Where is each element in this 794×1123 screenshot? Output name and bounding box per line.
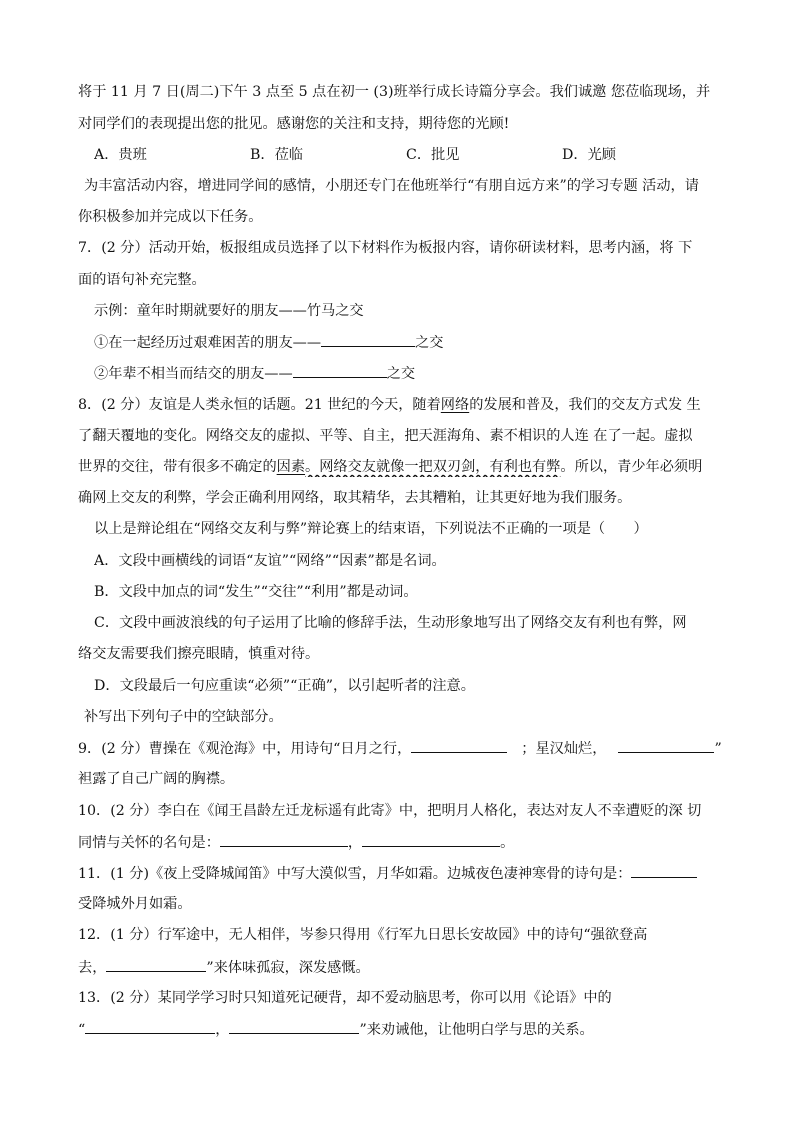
item-suffix: 之交 [415, 335, 444, 351]
question-9 [78, 738, 732, 758]
text-span: 世界的交往，带有很多不确定的 [78, 459, 277, 475]
section-instruction: 补写出下列句子中的空缺部分。 [84, 709, 283, 725]
option-c: C．批见 [406, 147, 460, 163]
question-7: 7．(2 分）活动开始，板报组成员选择了以下材料作为板报内容，请你研读材料，思考内涵，将 下 [78, 240, 693, 256]
text-span: ， [215, 1022, 230, 1038]
text-line: 面的语句补充完整。 [78, 272, 206, 288]
text-line [78, 457, 732, 477]
text-span: 同情与关怀的名句是： [78, 835, 220, 851]
text-span: ， [347, 835, 363, 851]
answer-blank[interactable] [411, 738, 507, 753]
text-span: ” [714, 741, 722, 757]
item-label: ②年辈不相当而结交的朋友—— [94, 366, 293, 382]
text-span: 。 [500, 835, 515, 851]
text-line [78, 1019, 732, 1039]
question-10: 10．(2 分）李白在《闻王昌龄左迁龙标遥有此寄》中，把明月人格化，表达对友人不幸遭贬的深 切 [78, 803, 702, 819]
answer-blank[interactable] [362, 832, 500, 847]
answer-blank[interactable] [106, 957, 206, 972]
answer-blank[interactable] [229, 1019, 359, 1034]
text-span: 去， [78, 960, 107, 976]
text-line [94, 332, 732, 352]
text-line [78, 957, 732, 977]
text-line: 你积极参加并完成以下任务。 [78, 209, 263, 225]
option-d: D．光顾 [562, 147, 616, 163]
option-b: B．文段中加点的词“发生”“交往”“利用”都是动词。 [94, 584, 418, 600]
question-13: 13．(2 分）某同学学习时只知道死记硬背，却不爱动脑思考，你可以用《论语》中的 [78, 990, 612, 1006]
example-line: 示例：童年时期就要好的朋友——竹马之交 [94, 303, 364, 319]
text-span: ；星汉灿烂， [521, 741, 607, 757]
option-d: D．文段最后一句应重读“必须”“正确”，以引起听者的注意。 [94, 678, 475, 694]
underlined-word: 因素 [276, 459, 306, 475]
wavy-underlined-sentence: 。网络交友就像一把双刃剑，有利也有弊 [305, 459, 561, 475]
text-span: 9．(2 分）曹操在《观沧海》中，用诗句“日月之行， [78, 741, 412, 757]
item-label: ①在一起经历过艰难困苦的朋友—— [94, 335, 322, 351]
underlined-word: 网络 [440, 397, 470, 413]
text-line: 了翻天覆地的变化。网络交友的虚拟、平等、自主，把天涯海角、素不相识的人连 在了一起。虚拟 [78, 428, 693, 444]
text-line: 以上是辩论组在“网络交友利与弊”辩论赛上的结束语，下列说法不正确的一项是（ ） [94, 521, 648, 537]
question-8 [78, 395, 732, 415]
text-line [94, 363, 732, 383]
text-span: 。所以，青少年必须明 [560, 459, 703, 475]
text-line: 袒露了自己广阔的胸襟。 [78, 771, 235, 787]
text-span: “ [78, 1022, 86, 1038]
answer-blank[interactable] [220, 832, 348, 847]
option-a: A．文段中画横线的词语“友谊”“网络”“因素”都是名词。 [94, 553, 446, 569]
text-line: 将于 11 月 7 日(周二)下午 3 点至 5 点在初一 (3)班举行成长诗篇分享会。我们诚邀 您莅临现场，并 [78, 84, 711, 100]
option-a: A．贵班 [94, 147, 147, 163]
text-span: ”来劝诫他，让他明白学与思的关系。 [359, 1022, 594, 1038]
option-b: B．莅临 [250, 147, 303, 163]
text-line [78, 832, 732, 852]
text-span: 11．(1 分)《夜上受降城闻笛》中写大漠似雪，月华如霜。边城夜色凄神寒骨的诗句是： [78, 866, 632, 882]
option-c: C．文段中画波浪线的句子运用了比喻的修辞手法，生动形象地写出了网络交友有利也有弊，网 [94, 615, 687, 631]
answer-blank[interactable] [293, 363, 387, 378]
options-row [94, 145, 732, 165]
answer-blank[interactable] [631, 863, 697, 878]
text-line: 对同学们的表现提出您的批见。感谢您的关注和支持，期待您的光顾! [78, 116, 510, 132]
text-line: 受降城外月如霜。 [78, 896, 192, 912]
answer-blank[interactable] [321, 332, 415, 347]
text-span: 8．(2 分）友谊是人类永恒的话题。21 世纪的今天，随着 [78, 397, 441, 413]
text-line: 络交友需要我们擦亮眼睛，慎重对待。 [78, 646, 320, 662]
text-span: ”来体味孤寂，深发感慨。 [206, 960, 370, 976]
text-line: 确网上交友的利弊，学会正确利用网络，取其精华，去其糟粕，让其更好地为我们服务。 [78, 490, 632, 506]
text-span: 的发展和普及，我们的交友方式发 生 [469, 397, 701, 413]
item-suffix: 之交 [386, 366, 416, 382]
answer-blank[interactable] [85, 1019, 215, 1034]
question-11 [78, 863, 732, 883]
text-line: 为丰富活动内容，增进同学间的感情，小朋还专门在他班举行“有朋自远方来”的学习专题 活动，请 [84, 178, 699, 194]
answer-blank[interactable] [618, 738, 714, 753]
question-12: 12．(1 分）行军途中，无人相伴，岑参只得用《行军九日思长安故园》中的诗句“强欲登高 [78, 927, 648, 943]
